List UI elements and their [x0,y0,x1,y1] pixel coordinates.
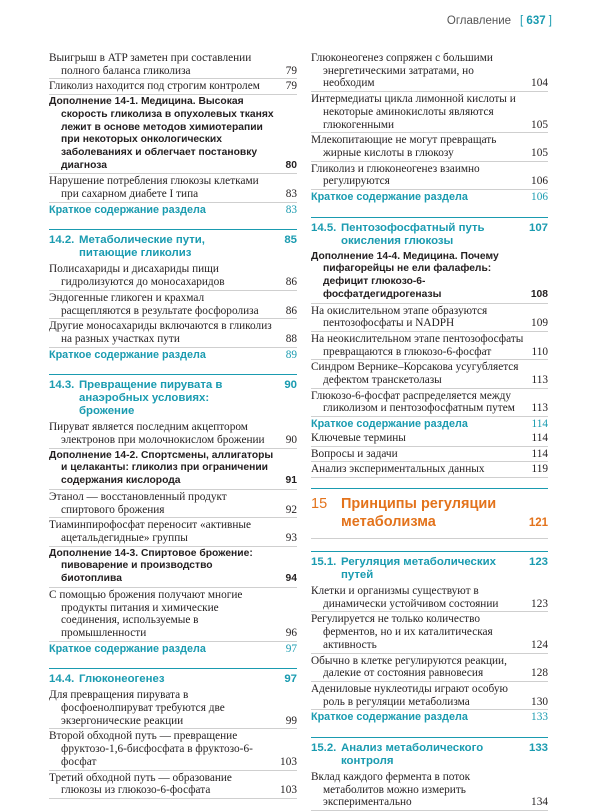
entry-text: Ключевые термины [311,431,406,444]
entry-text: Регулируется не только количество ферментов, но и их каталитическая активность [311,613,493,651]
section-number: 14.3. [49,379,75,392]
entry-text: Анализ экспериментальных данных [311,463,485,476]
page-ref: 130 [531,695,548,708]
page-ref: 97 [285,642,297,655]
toc-entry[interactable] [311,463,548,478]
chapter-number: 15 [311,495,328,512]
page-ref: 121 [528,516,548,529]
entry-text: Глюконеогенез сопряжен с большими энергетическими затратами, но необходим [311,52,493,90]
entry-text: Дополнение 14-3. Спиртовое брожение: пивоварение и производство биотоплива [49,547,253,585]
toc-entry[interactable] [311,361,548,388]
entry-text: Вклад каждого фермента в поток метаболитов можно измерить экспериментально [311,771,471,809]
entry-text: Дополнение 14-1. Медицина. Высокая скорость гликолиза в опухолевых тканях лежит в основе методов химиотерапии при некоторых онкологических заболеваниях и облегчает постановку диагноза [49,96,274,171]
page-ref: 85 [284,234,297,247]
entry-text: Синдром Вернике–Корсакова усугубляется дефектом транскетолазы [311,361,519,387]
page-ref: 86 [285,276,297,289]
entry-text: Для превращения пирувата в фосфоенолпируват требуются две экзергонические реакции [49,689,225,727]
toc-entry[interactable] [311,448,548,463]
toc-entry[interactable] [311,585,548,612]
toc-section-heading[interactable] [311,737,548,771]
toc-summary-entry[interactable] [49,643,297,657]
toc-right-column [311,52,548,812]
page-ref: 90 [284,379,297,392]
toc-entry[interactable] [49,689,297,729]
entry-text: Гликолиз находится под строгим контролем [49,80,260,93]
page-ref: 96 [285,626,297,639]
section-title: Глюконеогенез [79,673,165,686]
toc-supplement-entry[interactable] [49,548,297,588]
toc-entry[interactable] [49,52,297,79]
page-ref: 88 [285,332,297,345]
page-ref: 124 [531,638,548,651]
toc-entry[interactable] [49,80,297,95]
toc-supplement-entry[interactable] [311,251,548,304]
page-ref: 109 [531,317,548,330]
page-ref: 93 [285,531,297,544]
page-ref: 134 [531,796,548,809]
running-title: Оглавление [446,15,512,27]
toc-section-heading[interactable] [49,229,297,263]
page-header [447,15,552,27]
toc-supplement-entry[interactable] [49,450,297,490]
page-ref: 114 [531,447,548,460]
toc-section-heading[interactable] [49,668,297,689]
toc-entry[interactable] [311,305,548,332]
page-ref: 108 [530,288,548,300]
toc-entry[interactable] [311,134,548,161]
entry-text: Пируват является последним акцептором электронов при молочнокислом брожении [49,421,265,447]
page-ref: 103 [280,755,297,768]
page-ref: 133 [531,711,548,724]
toc-entry[interactable] [311,432,548,447]
toc-summary-entry[interactable] [311,418,548,432]
entry-text: Краткое содержание раздела [49,348,206,361]
section-number: 15.2. [311,742,337,755]
section-title: Пентозофосфатный путь окисления глюкозы [341,221,485,247]
toc-entry[interactable] [311,683,548,710]
page-ref: 106 [531,191,548,204]
page-number: [ 637 ] [520,15,552,27]
entry-text: Этанол — восстановленный продукт спиртового брожения [49,490,227,516]
toc-summary-entry[interactable] [49,349,297,363]
toc-entry[interactable] [311,655,548,682]
page-ref: 103 [280,784,297,797]
toc-entry[interactable] [49,519,297,546]
page-ref: 83 [285,188,297,201]
toc-entry[interactable] [49,320,297,347]
page-ref: 79 [285,64,297,77]
page-ref: 97 [284,673,297,686]
page-ref: 114 [531,431,548,444]
entry-text: Полисахариды и дисахариды пищи гидролизуются до моносахаридов [49,263,225,289]
toc-entry[interactable] [311,613,548,653]
page-ref: 110 [531,345,548,358]
toc-entry[interactable] [49,263,297,290]
entry-text: С помощью брожения получают многие продукты питания и химические соединения, используемые в промышленности [49,588,243,639]
entry-text: Дополнение 14-2. Спортсмены, аллигаторы и целаканты: гликолиз при ограничении содержания кислорода [49,449,274,487]
entry-text: Адениловые нуклеотиды играют особую роль в регуляции метаболизма [311,682,508,708]
page-ref: 113 [531,374,548,387]
toc-section-heading[interactable] [49,374,297,421]
entry-text: Краткое содержание раздела [49,642,206,655]
section-title: Метаболические пути, питающие гликолиз [79,234,205,260]
toc-entry[interactable] [311,333,548,360]
entry-text: Глюкозо-6-фосфат распределяется между гликолизом и пентозофосфатным путем [311,389,515,415]
page-ref: 86 [285,304,297,317]
page-ref: 104 [531,77,548,90]
section-title: Анализ метаболического контроля [341,742,484,768]
page-ref: 114 [531,418,548,431]
page-ref: 106 [531,175,548,188]
entry-text: Обычно в клетке регулируются реакции, далекие от состояния равновесия [311,654,507,680]
toc-entry[interactable] [311,52,548,92]
entry-text: Эндогенные гликоген и крахмал расщепляются в результате фосфоролиза [49,291,259,317]
page-ref: 113 [531,402,548,415]
entry-text: Краткое содержание раздела [49,203,206,216]
toc-entry[interactable] [311,771,548,811]
toc-section-heading[interactable] [311,551,548,585]
page-ref: 80 [285,159,297,171]
toc-chapter-heading[interactable] [311,488,548,539]
toc-entry[interactable] [49,772,297,799]
entry-text: Краткое содержание раздела [311,418,468,431]
entry-text: Вопросы и задачи [311,447,398,460]
page-ref: 99 [285,714,297,727]
toc-supplement-entry[interactable] [49,96,297,174]
page-ref: 107 [528,221,548,234]
section-title: Регуляция метаболических путей [341,555,496,581]
toc-summary-entry[interactable] [49,204,297,218]
section-number: 15.1. [311,555,337,568]
entry-text: Выигрыш в ATP заметен при составлении полного баланса гликолиза [49,52,252,77]
toc-entry[interactable] [49,292,297,319]
entry-text: Краткое содержание раздела [311,191,468,204]
page-ref: 89 [285,348,297,361]
entry-text: Нарушение потребления глюкозы клетками при сахарном диабете I типа [49,175,259,201]
toc-entry[interactable] [311,390,548,417]
page-ref: 105 [531,146,548,159]
page-ref: 94 [285,573,297,585]
entry-text: Интермедиаты цикла лимонной кислоты и некоторые аминокислоты являются глюкогенными [311,93,516,131]
page-ref: 83 [285,203,297,216]
section-title: Превращение пирувата в анаэробных условиях: брожение [79,379,223,418]
toc-left-column [49,52,297,800]
page-ref: 90 [285,434,297,447]
page-ref: 92 [285,503,297,516]
entry-text: Другие моносахариды включаются в гликолиз на разных участках пути [49,320,272,345]
chapter-title: Принципы регуляции метаболизма [341,495,497,530]
section-number: 14.4. [49,673,75,686]
toc-entry[interactable] [49,175,297,202]
entry-text: Третий обходной путь — образование глюкозы из глюкозо-6-фосфата [49,771,232,797]
page-ref: 123 [528,555,548,568]
entry-text: Млекопитающие не могут превращать жирные кислоты в глюкозу [311,134,497,159]
entry-text: Краткое содержание раздела [311,711,468,724]
section-number: 14.5. [311,221,337,234]
entry-text: Гликолиз и глюконеогенез взаимно регулируются [311,162,480,188]
section-number: 14.2. [49,234,75,247]
toc-entry[interactable] [311,163,548,190]
entry-text: Тиаминпирофосфат переносит «активные ацетальдегидные» группы [49,519,251,544]
page-ref: 91 [285,475,297,487]
page-ref: 133 [528,742,548,755]
entry-text: На окислительном этапе образуются пентозофосфаты и NADPH [311,304,488,330]
entry-text: Второй обходной путь — превращение фруктозо-1,6-бисфосфата в фруктозо-6-фосфат [49,730,253,768]
toc-summary-entry[interactable] [311,191,548,205]
toc-summary-entry[interactable] [311,711,548,725]
entry-text: На неокислительном этапе пентозофосфаты превращаются в глюкозо-6-фосфат [311,332,524,358]
toc-entry[interactable] [311,93,548,133]
page-ref: 128 [531,667,548,680]
page-ref: 79 [285,80,297,93]
entry-text: Дополнение 14-4. Медицина. Почему пифагорейцы не ели фалафель: дефицит глюкозо-6-фосфатдегидрогеназы [311,250,499,300]
entry-text: Клетки и организмы существуют в динамически устойчивом состоянии [311,584,499,610]
toc-section-heading[interactable] [311,217,548,251]
toc-entry[interactable] [49,491,297,518]
page-ref: 105 [531,118,548,131]
toc-entry[interactable] [49,589,297,642]
toc-entry[interactable] [49,730,297,770]
toc-entry[interactable] [49,421,297,448]
page-ref: 119 [531,463,548,476]
page-ref: 123 [531,597,548,610]
